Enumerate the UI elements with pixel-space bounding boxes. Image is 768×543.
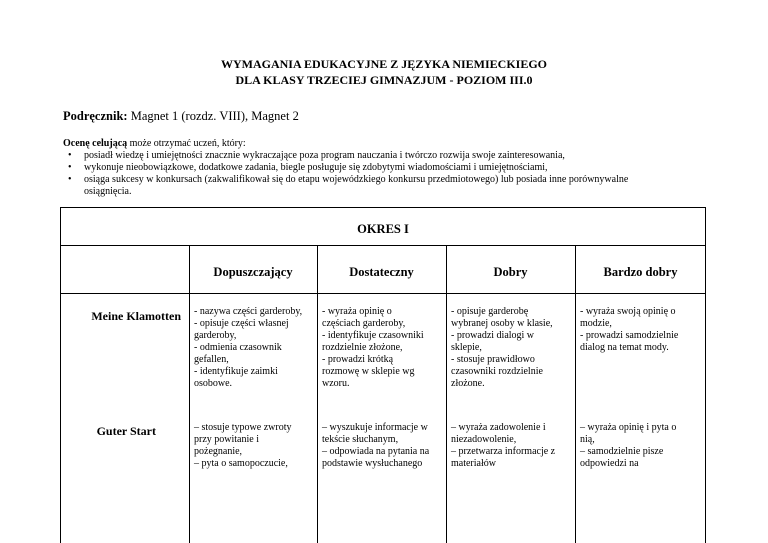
table-cell: - wyraża swoją opinię o modzie, - prowadzi samodzielnie dialog na temat mody.	[580, 306, 679, 353]
bullet-item: • posiadł wiedzę i umiejętności znacznie wykraczające poza program nauczania i twórczo rozwija swoje zainteresowania,	[63, 150, 703, 162]
celujacy-bullet-list	[63, 150, 703, 198]
row-label-meine-klamotten: Meine Klamotten	[91, 309, 181, 323]
bullet-item: • osiąga sukcesy w konkursach (zakwalifikował się do etapu wojewódzkiego konkursu przedmiotowego) lub posiada inne porównywalne osiągnięcia.	[63, 174, 703, 198]
column-header-dobry: Dobry	[493, 265, 528, 279]
table-cell: - nazywa części garderoby, - opisuje części własnej garderoby, - odmienia czasownik gefallen, - identyfikuje zaimki osobowe.	[194, 306, 303, 389]
table-divider	[60, 293, 706, 294]
document-title-line1: WYMAGANIA EDUKACYJNE Z JĘZYKA NIEMIECKIEGO	[220, 57, 548, 71]
textbook-value: Magnet 1 (rozdz. VIII), Magnet 2	[130, 109, 299, 123]
column-header-dopuszczajacy: Dopuszczający	[213, 265, 293, 279]
celujacy-intro	[63, 138, 246, 150]
table-cell: - opisuje garderobę wybranej osoby w klasie, - prowadzi dialogi w sklepie, - stosuje prawidłowo czasowniki rozdzielnie złożone.	[451, 306, 553, 389]
table-divider	[575, 245, 576, 543]
table-divider	[60, 245, 706, 246]
table-cell: – wyszukuje informacje w tekście słuchanym, – odpowiada na pytania na podstawie wysłuchanego	[322, 422, 430, 469]
column-header-bardzo-dobry: Bardzo dobry	[603, 265, 678, 279]
row-label-guter-start: Guter Start	[96, 424, 156, 438]
table-cell: – stosuje typowe zwroty przy powitanie i pożegnanie, – pyta o samopoczucie,	[194, 422, 292, 469]
bullet-item-continuation: osiągnięcia.	[84, 186, 132, 197]
table-divider	[317, 245, 318, 543]
document-title-line2: DLA KLASY TRZECIEJ GIMNAZJUM - POZIOM III.0	[235, 73, 533, 87]
period-heading: OKRES I	[357, 222, 409, 236]
celujacy-intro-rest: może otrzymać uczeń, który:	[129, 138, 246, 149]
table-divider	[446, 245, 447, 543]
textbook-line	[63, 109, 299, 124]
table-cell: – wyraża zadowolenie i niezadowolenie, – przetwarza informacje z materiałów	[451, 422, 556, 469]
table-cell: - wyraża opinię o częściach garderoby, - identyfikuje czasowniki rozdzielnie złożone, - prowadzi krótką rozmowę w sklepie wg wzoru.	[322, 306, 424, 389]
celujacy-intro-bold: Ocenę celującą	[63, 138, 128, 149]
column-header-dostateczny: Dostateczny	[349, 265, 414, 279]
textbook-label: Podręcznik:	[63, 109, 128, 123]
table-divider	[189, 245, 190, 543]
bullet-item: • wykonuje nieobowiązkowe, dodatkowe zadania, biegle posługuje się zdobytymi wiadomościami i umiejętnościami,	[63, 162, 703, 174]
table-cell: – wyraża opinię i pyta o nią, – samodzielnie pisze odpowiedzi na	[580, 422, 677, 469]
